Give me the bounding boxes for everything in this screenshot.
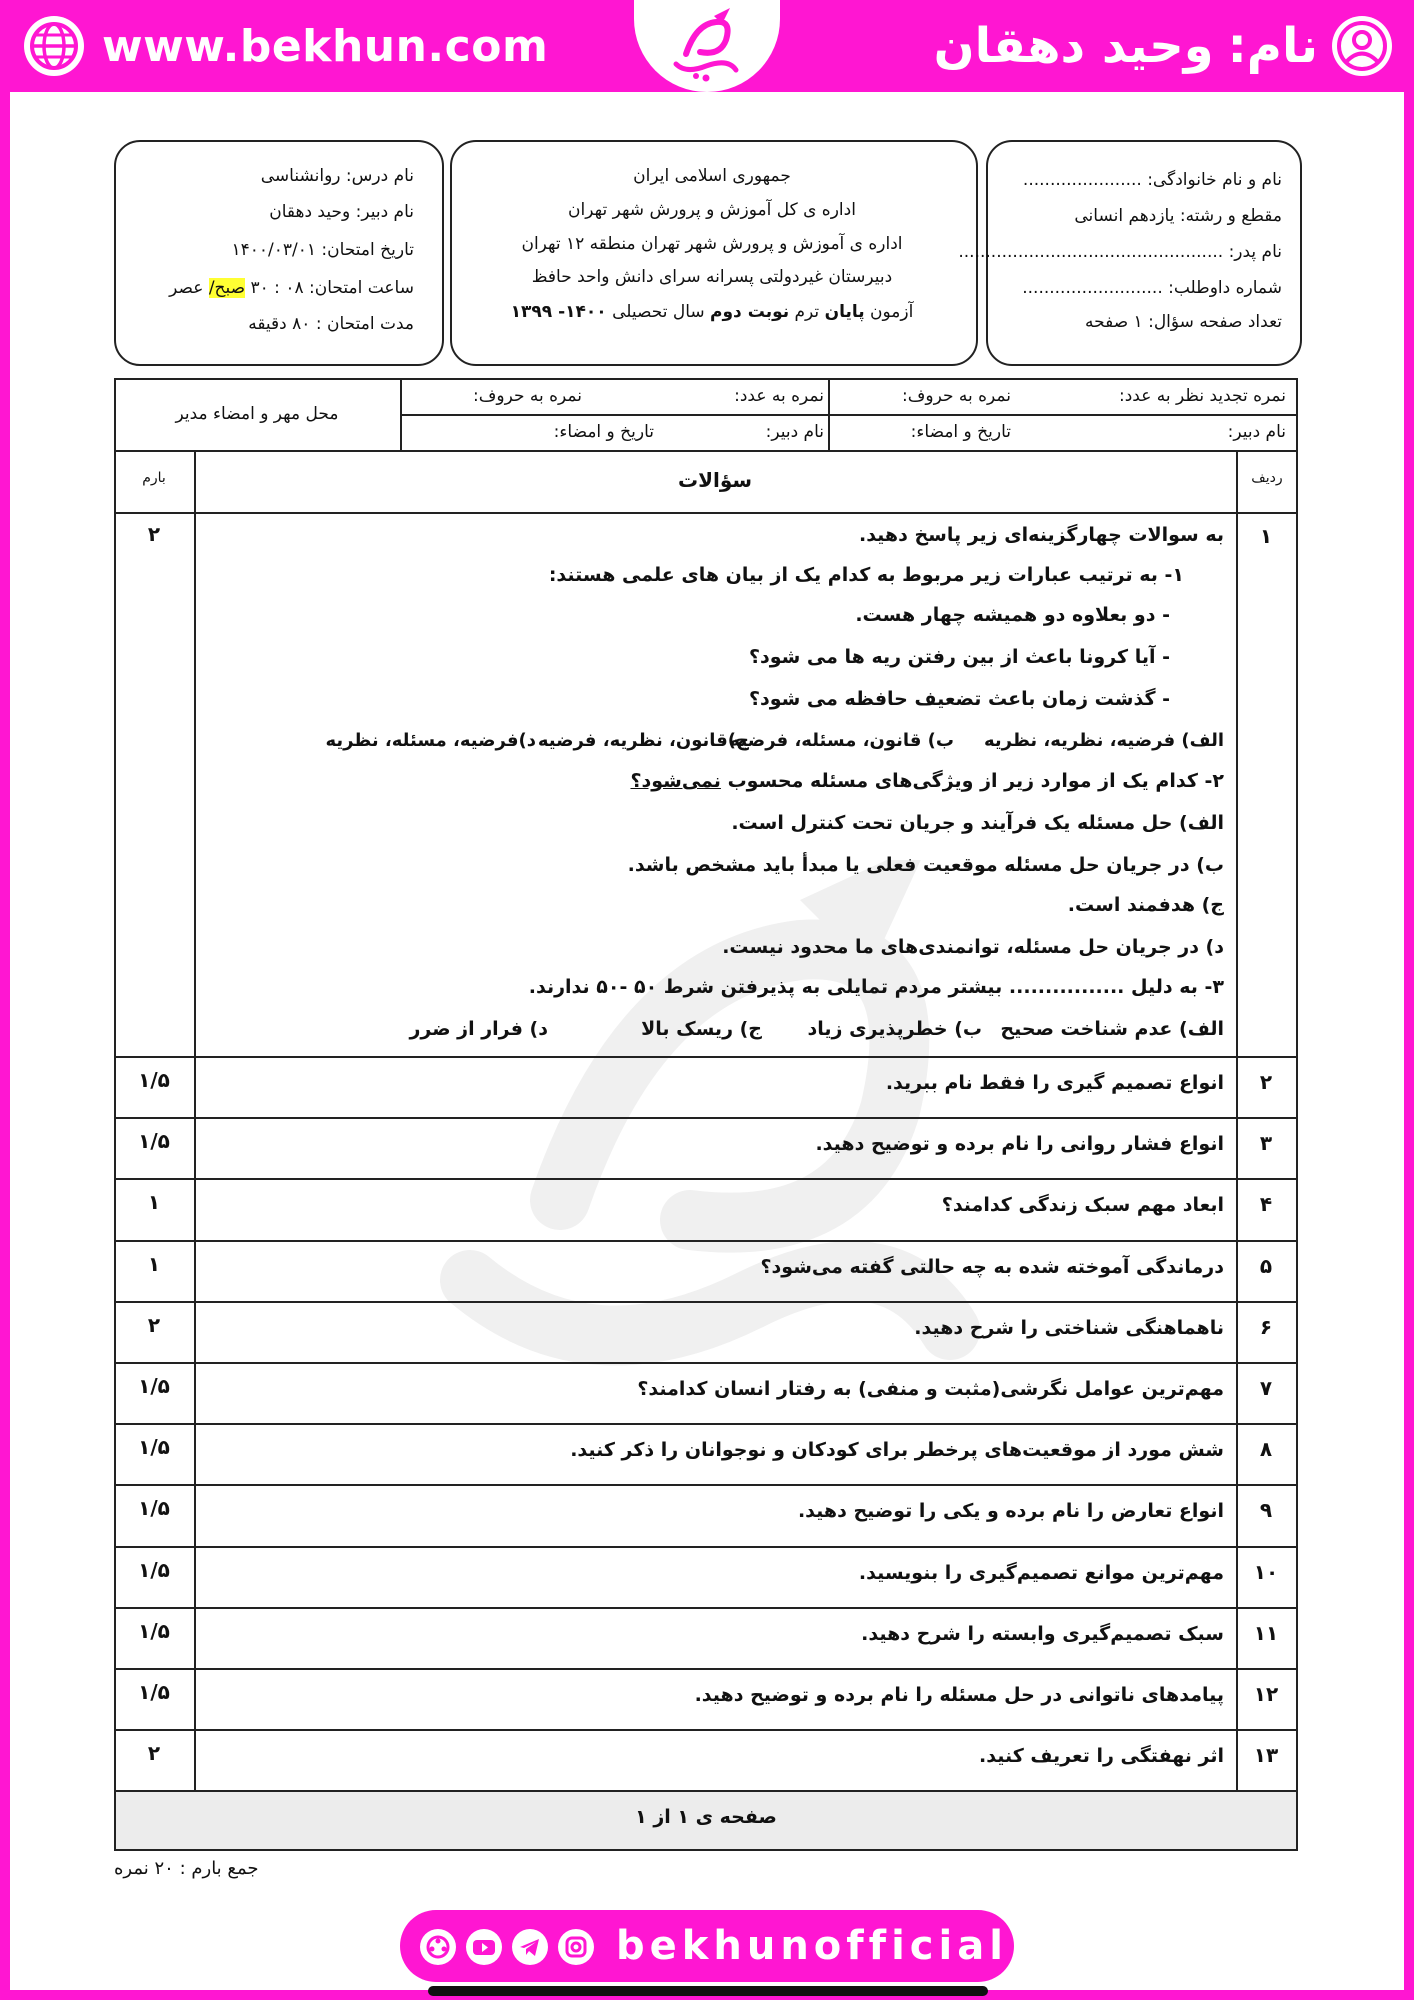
question-score: ۱/۵ bbox=[138, 1618, 170, 1643]
question-number: ۵ bbox=[1259, 1253, 1273, 1278]
exam-time bbox=[169, 278, 414, 298]
youtube-icon[interactable] bbox=[466, 1929, 502, 1965]
q1-sub2-text: ۲- کدام یک از موارد زیر از ویژگی‌های مسئله محسوب bbox=[727, 770, 1224, 792]
review-date-sign: تاریخ و امضاء: bbox=[910, 422, 1011, 442]
review-teacher: نام دبیر: bbox=[1227, 422, 1286, 442]
q1-sub2-option-c: ج) هدفمند است. bbox=[1067, 894, 1224, 916]
q1-sub3: ۳- به دلیل ................ بیشتر مردم تمایلی به پذیرفتن شرط ۵۰ -۵۰ ندارند. bbox=[528, 976, 1224, 998]
question-row-line bbox=[114, 1178, 1298, 1180]
score-column-line bbox=[194, 450, 196, 1790]
question-row-line bbox=[114, 1117, 1298, 1119]
q1-option-d: د)فرضیه، مسئله، نظریه bbox=[325, 730, 536, 751]
question-text: اثر نهفتگی را تعریف کنید. bbox=[979, 1745, 1224, 1768]
date-sign-field: تاریخ و امضاء: bbox=[553, 422, 654, 442]
column-questions: سؤالات bbox=[677, 468, 753, 492]
bekhun-logo-icon bbox=[656, 4, 756, 88]
student-number-field: شماره داوطلب: .......................... bbox=[1022, 278, 1282, 298]
question-text: انواع تصمیم گیری را فقط نام ببرید. bbox=[885, 1072, 1224, 1094]
question-row-line bbox=[114, 1668, 1298, 1670]
q1-option-c: ج)قانون، نظریه، فرضیه bbox=[537, 730, 749, 751]
page-count: تعداد صفحه سؤال: ۱ صفحه bbox=[1085, 312, 1282, 332]
question-text: مهم‌ترین موانع تصمیم‌گیری را بنویسید. bbox=[858, 1561, 1224, 1584]
question-number: ۹ bbox=[1259, 1498, 1273, 1523]
general-directorate-line: اداره ی کل آموزش و پرورش شهر تهران bbox=[568, 200, 856, 220]
question-number: ۱۲ bbox=[1253, 1682, 1279, 1706]
question-number: ۱۱ bbox=[1253, 1620, 1279, 1645]
question-text: انواع تعارض را نام برده و یکی را توضیح دهید. bbox=[797, 1500, 1224, 1523]
question-row-line bbox=[114, 1607, 1298, 1609]
exam-title-year: ۱۴۰۰- ۱۳۹۹ bbox=[510, 302, 607, 322]
question-text: ناهماهنگی شناختی را شرح دهید. bbox=[914, 1316, 1224, 1339]
question-number: ۱ bbox=[1259, 524, 1273, 548]
question-row-line bbox=[114, 1301, 1298, 1303]
student-grade: مقطع و رشته: یازدهم انسانی bbox=[1074, 206, 1282, 226]
question-text: درماندگی آموخته شده به چه حالتی گفته می‌شود؟ bbox=[760, 1255, 1224, 1278]
review-score-number: نمره تجدید نظر به عدد: bbox=[1118, 386, 1286, 406]
question-text: سبک تصمیم‌گیری وابسته را شرح دهید. bbox=[861, 1622, 1224, 1645]
q1-sub3-option-b: ب) خطرپذیری زیاد bbox=[807, 1018, 982, 1040]
question-text: شش مورد از موقعیت‌های پرخطر برای کودکان و نوجوانان را ذکر کنید. bbox=[570, 1439, 1224, 1462]
question-score: ۱/۵ bbox=[138, 1068, 170, 1092]
student-name bbox=[934, 12, 1392, 80]
exam-title-final: پایان bbox=[824, 302, 865, 322]
q1-sub2-negation: نمی‌شود؟ bbox=[630, 770, 721, 792]
question-score: ۱/۵ bbox=[138, 1680, 170, 1704]
question-number: ۳ bbox=[1259, 1131, 1273, 1156]
republic-line: جمهوری اسلامی ایران bbox=[633, 166, 791, 186]
grade-table-bottom-line bbox=[114, 450, 1298, 452]
q1-sub3-option-c: ج) ریسک بالا bbox=[641, 1018, 762, 1040]
social-handle[interactable]: bekhunofficial bbox=[616, 1923, 1008, 1969]
q1-sub1: ۱- به ترتیب عبارات زیر مربوط به کدام یک از بیان های علمی هستند: bbox=[548, 564, 1184, 586]
header-row-line bbox=[114, 512, 1298, 514]
student-family-field: نام و نام خانوادگی: ...................... bbox=[1022, 170, 1282, 190]
question-text: انواع فشار روانی را نام برده و توضیح دهید. bbox=[815, 1133, 1224, 1156]
question-row-line bbox=[114, 1240, 1298, 1242]
school-line: دبیرستان غیردولتی پسرانه سرای دانش واحد حافظ bbox=[531, 267, 893, 287]
review-score-letters: نمره به حروف: bbox=[902, 386, 1011, 406]
column-row: ردیف bbox=[1251, 470, 1283, 486]
question-text: مهم‌ترین عوامل نگرشی(مثبت و منفی) به رفتار انسان کدامند؟ bbox=[637, 1378, 1224, 1400]
page-number: صفحه ی ۱ از ۱ bbox=[635, 1806, 777, 1828]
website-link[interactable] bbox=[24, 14, 548, 78]
question-score: ۱ bbox=[147, 1190, 161, 1215]
social-icons bbox=[410, 1922, 604, 1972]
q1-sub2 bbox=[630, 770, 1224, 792]
score-letters: نمره به حروف: bbox=[473, 386, 582, 406]
score-number: نمره به عدد: bbox=[734, 386, 824, 406]
q1-sub3-option-d: د) فرار از ضرر bbox=[409, 1018, 548, 1040]
aparat-icon[interactable] bbox=[420, 1929, 456, 1965]
question-score: ۱/۵ bbox=[138, 1374, 170, 1398]
question-row-line bbox=[114, 1362, 1298, 1364]
name-label: نام: bbox=[1227, 18, 1318, 74]
grade-table-mid-line bbox=[400, 414, 1298, 416]
row-number-column-line bbox=[1236, 450, 1238, 1790]
question-score: ۱/۵ bbox=[138, 1129, 170, 1154]
q1-sub3-option-a: الف) عدم شناخت صحیح bbox=[1000, 1018, 1224, 1040]
total-score: جمع بارم : ۲۰ نمره bbox=[114, 1858, 259, 1879]
question-score: ۲ bbox=[147, 1312, 161, 1337]
exam-title-line bbox=[450, 302, 974, 322]
exam-title-round: نوبت دوم bbox=[710, 302, 790, 322]
globe-icon bbox=[24, 16, 84, 76]
footer-shadow bbox=[428, 1986, 988, 1996]
question-score: ۱/۵ bbox=[138, 1435, 170, 1460]
q1-intro: به سوالات چهارگزینه‌ای زیر پاسخ دهید. bbox=[858, 524, 1224, 546]
q1-bullet2: - آیا کرونا باعث از بین رفتن ریه ها می شود؟ bbox=[748, 646, 1170, 668]
question-number: ۴ bbox=[1259, 1192, 1273, 1217]
question-score: ۱/۵ bbox=[138, 1496, 170, 1521]
website-text: www.bekhun.com bbox=[102, 20, 549, 72]
question-score: ۲ bbox=[147, 522, 161, 546]
question-row-line bbox=[114, 1484, 1298, 1486]
exam-time-evening: عصر bbox=[169, 278, 204, 298]
question-row-line bbox=[114, 1729, 1298, 1731]
name-value: وحید دهقان bbox=[933, 18, 1214, 74]
father-name-field: نام پدر: ................................................. bbox=[958, 242, 1282, 262]
question-number: ۱۰ bbox=[1253, 1559, 1279, 1584]
question-number: ۱۳ bbox=[1253, 1743, 1279, 1768]
question-row-line bbox=[114, 1056, 1298, 1058]
q1-option-a: الف) فرضیه، نظریه، نظریه bbox=[983, 730, 1224, 751]
user-icon bbox=[1332, 16, 1392, 76]
grade-divider bbox=[828, 378, 830, 450]
exam-title-term: ترم bbox=[794, 302, 820, 322]
course-name: نام درس: روانشناسی bbox=[260, 166, 414, 186]
column-score: بارم bbox=[142, 470, 166, 486]
question-number: ۷ bbox=[1259, 1376, 1273, 1400]
question-score: ۱/۵ bbox=[138, 1557, 170, 1582]
question-score: ۱ bbox=[147, 1251, 161, 1276]
instagram-icon[interactable] bbox=[558, 1929, 594, 1965]
question-text: پیامدهای ناتوانی در حل مسئله را نام برده و توضیح دهید. bbox=[694, 1684, 1224, 1706]
question-row-line bbox=[114, 1423, 1298, 1425]
exam-time-prefix: ساعت امتحان: ۰۸ : ۳۰ bbox=[250, 278, 414, 298]
question-text: ابعاد مهم سبک زندگی کدامند؟ bbox=[941, 1194, 1224, 1217]
exam-date: تاریخ امتحان: ۱۴۰۰/۰۳/۰۱ bbox=[231, 240, 414, 260]
stamp-divider bbox=[400, 378, 402, 450]
q1-sub2-option-d: د) در جریان حل مسئله، توانمندی‌های ما محدود نیست. bbox=[722, 936, 1224, 958]
q1-bullet3: - گذشت زمان باعث تضعیف حافظه می شود؟ bbox=[748, 688, 1170, 710]
q1-option-b: ب) قانون، مسئله، فرضیه bbox=[729, 730, 954, 751]
question-number: ۶ bbox=[1259, 1314, 1273, 1339]
question-number: ۸ bbox=[1259, 1437, 1273, 1462]
teacher-field: نام دبیر: bbox=[765, 422, 824, 442]
question-row-line bbox=[114, 1546, 1298, 1548]
q1-sub2-option-a: الف) حل مسئله یک فرآیند و جریان تحت کنترل است. bbox=[731, 812, 1224, 834]
district-line: اداره ی آموزش و پرورش شهر تهران منطقه ۱۲ تهران bbox=[521, 234, 903, 254]
exam-title-year-label: سال تحصیلی bbox=[612, 302, 705, 322]
q1-bullet1: - دو بعلاوه دو همیشه چهار هست. bbox=[855, 604, 1170, 626]
exam-duration: مدت امتحان : ۸۰ دقیقه bbox=[248, 314, 414, 334]
question-number: ۲ bbox=[1259, 1070, 1273, 1094]
q1-sub2-option-b: ب) در جریان حل مسئله موقعیت فعلی یا مبدأ باید مشخص باشد. bbox=[627, 854, 1224, 876]
teacher-name: نام دبیر: وحید دهقان bbox=[269, 202, 414, 222]
principal-stamp: محل مهر و امضاء مدیر bbox=[175, 404, 339, 424]
exam-title-word: آزمون bbox=[870, 302, 914, 322]
question-score: ۲ bbox=[147, 1741, 161, 1766]
telegram-icon[interactable] bbox=[512, 1929, 548, 1965]
exam-time-morning: صبح/ bbox=[208, 278, 246, 298]
